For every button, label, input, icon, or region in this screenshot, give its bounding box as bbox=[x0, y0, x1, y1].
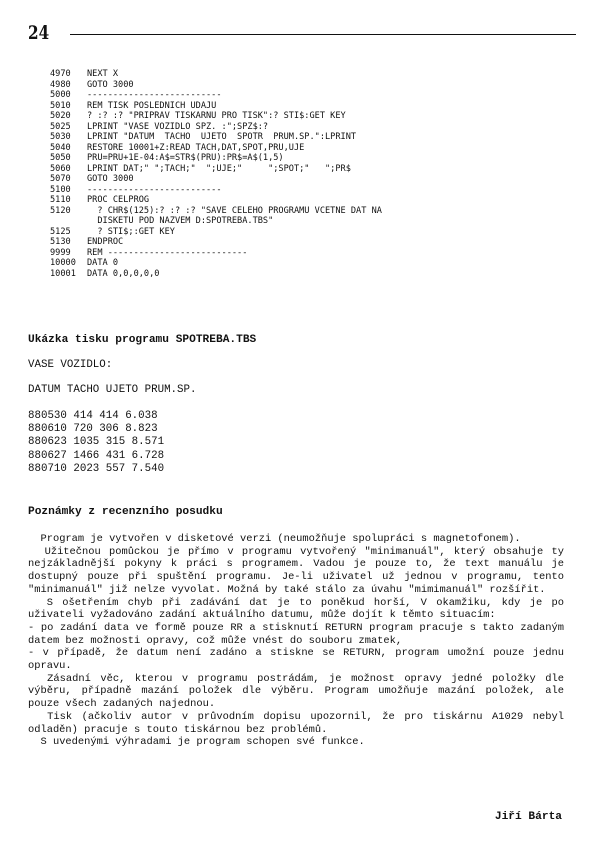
code-line bbox=[50, 269, 570, 280]
code-line-text: NEXT X bbox=[87, 69, 119, 79]
code-line-number: 5125 bbox=[50, 226, 71, 237]
code-line-text: GOTO 3000 bbox=[87, 79, 134, 90]
code-line bbox=[50, 69, 570, 80]
code-line-number: 10000 bbox=[50, 258, 76, 268]
code-line bbox=[50, 153, 570, 164]
page-number: 24 bbox=[28, 22, 50, 44]
code-line-number: 5110 bbox=[50, 195, 71, 205]
code-line bbox=[50, 237, 570, 248]
code-line-number: 5010 bbox=[50, 100, 71, 111]
printout-title: Ukázka tisku programu SPOTREBA.TBS bbox=[28, 334, 257, 346]
code-line-number: 4970 bbox=[50, 69, 71, 79]
code-line-number: 5060 bbox=[50, 163, 71, 174]
printout-row: 880627 1466 431 6.728 bbox=[28, 449, 165, 462]
printout-vehicle-line: VASE VOZIDLO: bbox=[28, 359, 113, 371]
code-line-text: ENDPROC bbox=[87, 237, 124, 247]
code-line-text: DISKETU POD NAZVEM D:SPOTREBA.TBS" bbox=[87, 216, 274, 226]
code-line-text: ? CHR$(125):? :? :? "SAVE CELEHO PROGRAMU VCETNE DAT NA bbox=[87, 205, 382, 216]
printout-header-line: DATUM TACHO UJETO PRUM.SP. bbox=[28, 384, 197, 396]
printout-rows bbox=[28, 410, 164, 476]
code-line-number: 5030 bbox=[50, 132, 71, 142]
review-title: Poznámky z recenzního posudku bbox=[28, 506, 223, 518]
printout-row: 880530 414 414 6.038 bbox=[28, 410, 158, 422]
review-paragraph: - po zadání data ve formě pouze RR a stisknutí RETURN program pracuje s takto zadaným datem bez možnosti opravy, což může vnést do souboru zmatek, bbox=[28, 621, 571, 647]
code-line bbox=[50, 195, 570, 206]
review-paragraph: Užitečnou pomůckou je přímo v programu vytvořený "minimanuál", který obsahuje ty nejzákladnější pokyny k práci s programem. Vadou je pouze to, že text manuálu je dostupný pouze při spuštění programu. Je-li uživatel už jednou v programu, tento "minimanuál" již nelze vyvolat. Možná by také stálo za úvahu "mimimanuál" rozšířit. bbox=[28, 545, 571, 596]
code-line-text: ? STI$;:GET KEY bbox=[87, 226, 175, 237]
code-line-text: REM --------------------------- bbox=[87, 247, 248, 258]
code-line bbox=[50, 258, 570, 269]
code-line-text: DATA 0 bbox=[87, 258, 119, 268]
code-line-number: 10001 bbox=[50, 268, 76, 279]
review-paragraph: Zásadní věc, kterou v programu postrádám, je možnost opravy jedné položky dle výběru, případně mazání položek dle výběru. Program umožňuje mazání položek, ale pouze všech zadaných najednou. bbox=[28, 672, 571, 711]
code-line-text: DATA 0,0,0,0,0 bbox=[87, 268, 160, 279]
code-line-text: ? :? :? "PRIPRAV TISKARNU PRO TISK":? STI$:GET KEY bbox=[87, 111, 346, 121]
code-line-text: -------------------------- bbox=[87, 184, 222, 195]
code-line-text: -------------------------- bbox=[87, 90, 222, 100]
printout-row: 880710 2023 557 7.540 bbox=[28, 462, 165, 475]
code-line-number: 9999 bbox=[50, 247, 71, 258]
code-line bbox=[50, 90, 570, 101]
code-line bbox=[50, 80, 570, 91]
code-line-number: 5100 bbox=[50, 184, 71, 195]
review-paragraph: - v případě, že datum není zadáno a stiskne se RETURN, program umožní pouze jednu opravu. bbox=[28, 647, 571, 673]
code-line bbox=[50, 227, 570, 238]
code-line-number: 4980 bbox=[50, 79, 71, 90]
code-line bbox=[50, 132, 570, 143]
code-line bbox=[50, 216, 570, 227]
code-line-text: PRU=PRU+1E-04:A$=STR$(PRU):PR$=A$(1,5) bbox=[87, 153, 284, 163]
code-line bbox=[50, 185, 570, 196]
review-paragraph: Tisk (ačkoliv autor v průvodním dopisu upozornil, že pro tiskárnu A1029 nebyl odladěn) pracuje s touto tiskárnou bez problémů. bbox=[28, 710, 571, 736]
code-line-text: GOTO 3000 bbox=[87, 174, 134, 184]
code-line bbox=[50, 143, 570, 154]
review-paragraph: S ošetřením chyb při zadávání dat je to poněkud horší, V okamžiku, kdy je po uživateli vyžadováno zadání aktuálního datumu, může dojít k těmto situacím: bbox=[28, 596, 571, 622]
code-line bbox=[50, 174, 570, 185]
code-line-text: RESTORE 10001+Z:READ TACH,DAT,SPOT,PRU,UJE bbox=[87, 142, 305, 153]
header-rule bbox=[70, 34, 576, 35]
code-line-number: 5130 bbox=[50, 237, 71, 247]
code-line bbox=[50, 206, 570, 217]
code-line bbox=[50, 122, 570, 133]
printout-row: 880610 720 306 8.823 bbox=[28, 423, 158, 436]
printout-row: 880623 1035 315 8.571 bbox=[28, 436, 165, 449]
review-body bbox=[28, 533, 571, 749]
code-line-text: PROC CELPROG bbox=[87, 195, 150, 205]
review-paragraph: S uvedenými výhradami je program schopen své funkce. bbox=[28, 736, 365, 749]
page-header bbox=[28, 22, 576, 44]
code-line bbox=[50, 101, 570, 112]
code-line-text: LPRINT DAT;" ";TACH;" ";UJE;" ";SPOT;" ";PR$ bbox=[87, 163, 351, 174]
code-line-number bbox=[50, 216, 87, 227]
code-line-number: 5070 bbox=[50, 174, 71, 184]
code-line-number: 5000 bbox=[50, 90, 71, 100]
code-line-number: 5020 bbox=[50, 111, 71, 121]
code-line-number: 5120 bbox=[50, 205, 71, 216]
basic-code-listing bbox=[50, 69, 570, 279]
code-line-number: 5025 bbox=[50, 121, 71, 132]
code-line-text: REM TISK POSLEDNICH UDAJU bbox=[87, 100, 217, 111]
code-line-text: LPRINT "VASE VOZIDLO SPZ. :";SPZ$:? bbox=[87, 121, 269, 132]
code-line bbox=[50, 164, 570, 175]
review-author: Jiří Bárta bbox=[494, 811, 562, 823]
code-line bbox=[50, 111, 570, 122]
code-line-number: 5040 bbox=[50, 142, 71, 153]
code-line-number: 5050 bbox=[50, 153, 71, 163]
code-line bbox=[50, 248, 570, 259]
code-line-text: LPRINT "DATUM TACHO UJETO SPOTR PRUM.SP.":LPRINT bbox=[87, 132, 357, 142]
review-paragraph: Program je vytvořen v disketové verzi (neumožňuje spolupráci s magnetofonem). bbox=[28, 533, 521, 545]
